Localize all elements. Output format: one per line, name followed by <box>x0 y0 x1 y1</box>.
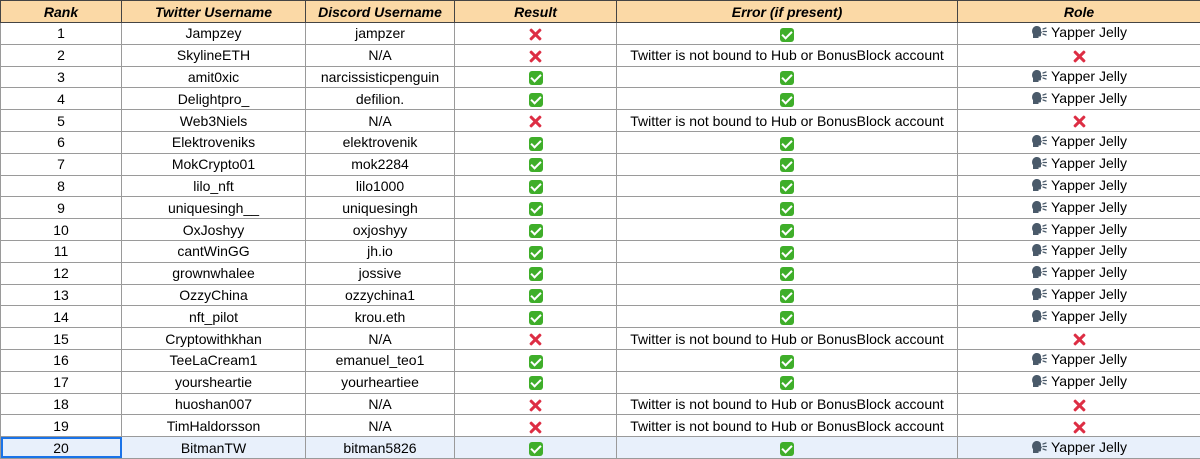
check-mark-button-icon <box>780 289 794 303</box>
twitter-username-value: Cryptowithkhan <box>165 331 262 347</box>
rank-value: 7 <box>57 156 65 172</box>
speaking-head-icon <box>1031 243 1047 257</box>
discord-username-value: N/A <box>368 331 391 347</box>
cell-error[interactable] <box>617 371 958 393</box>
cross-mark-icon <box>529 50 542 63</box>
header-row <box>1 1 1200 23</box>
table-row <box>1 131 1200 153</box>
cell-twitter-username[interactable] <box>122 306 306 328</box>
cell-role[interactable] <box>958 153 1200 175</box>
cell-twitter-username[interactable] <box>122 131 306 153</box>
twitter-username-value: amit0xic <box>188 69 239 85</box>
table-row <box>1 44 1200 66</box>
cell-discord-username[interactable] <box>306 197 455 219</box>
table-row <box>1 415 1200 437</box>
error-message: Twitter is not bound to Hub or BonusBlock account <box>630 396 944 412</box>
table-row <box>1 240 1200 262</box>
speaking-head-icon <box>1031 69 1047 83</box>
header-result[interactable]: Result <box>455 1 617 23</box>
rank-value: 19 <box>53 418 69 434</box>
role-label <box>1031 68 1127 84</box>
header-error[interactable]: Error (if present) <box>617 1 958 23</box>
cell-twitter-username[interactable] <box>122 153 306 175</box>
cell-twitter-username[interactable] <box>122 219 306 241</box>
cell-twitter-username[interactable] <box>122 240 306 262</box>
cell-twitter-username[interactable] <box>122 284 306 306</box>
check-mark-button-icon <box>780 137 794 151</box>
check-mark-button-icon <box>529 71 543 85</box>
cell-error[interactable] <box>617 415 958 437</box>
speaking-head-icon <box>1031 222 1047 236</box>
check-mark-button-icon <box>529 355 543 369</box>
cell-error[interactable] <box>617 88 958 110</box>
cell-rank[interactable] <box>1 88 122 110</box>
cell-result[interactable] <box>455 44 617 66</box>
cell-result[interactable] <box>455 23 617 45</box>
cell-discord-username[interactable] <box>306 131 455 153</box>
speaking-head-icon <box>1031 156 1047 170</box>
cell-result[interactable] <box>455 240 617 262</box>
table-row <box>1 306 1200 328</box>
cell-result[interactable] <box>455 328 617 350</box>
twitter-username-value: Web3Niels <box>180 113 247 129</box>
cell-role[interactable] <box>958 44 1200 66</box>
rank-value: 6 <box>57 134 65 150</box>
cell-role[interactable] <box>958 88 1200 110</box>
role-name: Yapper Jelly <box>1051 264 1127 280</box>
cell-rank[interactable] <box>1 393 122 415</box>
speaking-head-icon <box>1031 134 1047 148</box>
cell-twitter-username[interactable] <box>122 23 306 45</box>
check-mark-button-icon <box>780 311 794 325</box>
cross-mark-icon <box>529 333 542 346</box>
rank-value: 5 <box>57 113 65 129</box>
table-row <box>1 328 1200 350</box>
role-name: Yapper Jelly <box>1051 351 1127 367</box>
discord-username-value: uniquesingh <box>342 200 418 216</box>
speaking-head-icon <box>1031 265 1047 279</box>
discord-username-value: emanuel_teo1 <box>336 352 425 368</box>
cell-error[interactable] <box>617 153 958 175</box>
twitter-username-value: OxJoshyy <box>183 222 244 238</box>
role-label <box>1031 199 1127 215</box>
cell-role[interactable] <box>958 306 1200 328</box>
discord-username-value: defilion. <box>356 91 404 107</box>
cell-role[interactable] <box>958 23 1200 45</box>
cell-role[interactable] <box>958 328 1200 350</box>
cell-discord-username[interactable] <box>306 328 455 350</box>
cell-rank[interactable] <box>1 306 122 328</box>
check-mark-button-icon <box>780 28 794 42</box>
header-twitter-username[interactable]: Twitter Username <box>122 1 306 23</box>
table-row <box>1 371 1200 393</box>
twitter-username-value: Elektroveniks <box>172 134 255 150</box>
table-row <box>1 197 1200 219</box>
cross-mark-icon <box>1073 333 1086 346</box>
rank-value: 12 <box>53 265 69 281</box>
cell-discord-username[interactable] <box>306 153 455 175</box>
check-mark-button-icon <box>529 376 543 390</box>
role-name: Yapper Jelly <box>1051 373 1127 389</box>
cell-result[interactable] <box>455 110 617 132</box>
cell-error[interactable] <box>617 66 958 88</box>
error-message: Twitter is not bound to Hub or BonusBlock account <box>630 331 944 347</box>
twitter-username-value: yoursheartie <box>175 374 252 390</box>
twitter-username-value: nft_pilot <box>189 309 238 325</box>
cell-discord-username[interactable] <box>306 393 455 415</box>
cell-rank[interactable] <box>1 219 122 241</box>
check-mark-button-icon <box>529 180 543 194</box>
speaking-head-icon <box>1031 287 1047 301</box>
cell-rank[interactable] <box>1 437 122 459</box>
speaking-head-icon <box>1031 352 1047 366</box>
cell-rank[interactable] <box>1 349 122 371</box>
rank-value: 20 <box>53 440 69 456</box>
cell-rank[interactable] <box>1 415 122 437</box>
cell-rank[interactable] <box>1 153 122 175</box>
cell-error[interactable] <box>617 328 958 350</box>
cell-result[interactable] <box>455 153 617 175</box>
role-label <box>1031 177 1127 193</box>
rank-value: 14 <box>53 309 69 325</box>
cell-discord-username[interactable] <box>306 349 455 371</box>
cell-result[interactable] <box>455 197 617 219</box>
discord-username-value: narcissisticpenguin <box>321 69 439 85</box>
cell-error[interactable] <box>617 284 958 306</box>
discord-username-value: lilo1000 <box>356 178 404 194</box>
check-mark-button-icon <box>780 224 794 238</box>
cell-twitter-username[interactable] <box>122 44 306 66</box>
check-mark-button-icon <box>529 442 543 456</box>
cell-rank[interactable] <box>1 110 122 132</box>
cell-rank[interactable] <box>1 371 122 393</box>
check-mark-button-icon <box>780 93 794 107</box>
check-mark-button-icon <box>780 355 794 369</box>
cell-discord-username[interactable] <box>306 88 455 110</box>
rank-value: 18 <box>53 396 69 412</box>
discord-username-value: N/A <box>368 396 391 412</box>
cell-discord-username[interactable] <box>306 284 455 306</box>
table-row <box>1 393 1200 415</box>
discord-username-value: jossive <box>359 265 402 281</box>
twitter-username-value: grownwhalee <box>172 265 255 281</box>
cell-twitter-username[interactable] <box>122 349 306 371</box>
cell-result[interactable] <box>455 306 617 328</box>
role-name: Yapper Jelly <box>1051 439 1127 455</box>
role-label <box>1031 373 1127 389</box>
cell-result[interactable] <box>455 88 617 110</box>
cell-rank[interactable] <box>1 23 122 45</box>
cell-result[interactable] <box>455 437 617 459</box>
rank-value: 11 <box>54 243 69 259</box>
cell-discord-username[interactable] <box>306 415 455 437</box>
check-mark-button-icon <box>780 180 794 194</box>
cross-mark-icon <box>529 421 542 434</box>
role-label <box>1031 90 1127 106</box>
twitter-username-value: SkylineETH <box>177 47 250 63</box>
cell-discord-username[interactable] <box>306 110 455 132</box>
discord-username-value: N/A <box>368 47 391 63</box>
rank-value: 17 <box>53 374 69 390</box>
cell-rank[interactable] <box>1 175 122 197</box>
table-body <box>1 23 1200 459</box>
role-label <box>1031 439 1127 455</box>
cell-role[interactable] <box>958 66 1200 88</box>
cell-result[interactable] <box>455 371 617 393</box>
cell-twitter-username[interactable] <box>122 88 306 110</box>
cell-twitter-username[interactable] <box>122 393 306 415</box>
cell-twitter-username[interactable] <box>122 262 306 284</box>
cell-rank[interactable] <box>1 131 122 153</box>
discord-username-value: yourheartiee <box>341 374 419 390</box>
table-row <box>1 262 1200 284</box>
rank-value: 13 <box>53 287 69 303</box>
cell-result[interactable] <box>455 66 617 88</box>
cell-error[interactable] <box>617 110 958 132</box>
rank-value: 9 <box>57 200 65 216</box>
table-row <box>1 23 1200 45</box>
cell-error[interactable] <box>617 393 958 415</box>
header-role[interactable]: Role <box>958 1 1200 23</box>
speaking-head-icon <box>1031 178 1047 192</box>
speaking-head-icon <box>1031 309 1047 323</box>
check-mark-button-icon <box>529 93 543 107</box>
cell-rank[interactable] <box>1 197 122 219</box>
role-label <box>1031 308 1127 324</box>
twitter-username-value: Jampzey <box>185 25 241 41</box>
check-mark-button-icon <box>529 246 543 260</box>
rank-value: 2 <box>57 47 65 63</box>
table-row <box>1 284 1200 306</box>
cell-error[interactable] <box>617 23 958 45</box>
discord-username-value: ozzychina1 <box>345 287 415 303</box>
rank-value: 4 <box>57 91 65 107</box>
cell-twitter-username[interactable] <box>122 328 306 350</box>
cell-rank[interactable] <box>1 66 122 88</box>
cell-role[interactable] <box>958 262 1200 284</box>
role-name: Yapper Jelly <box>1051 286 1127 302</box>
cell-result[interactable] <box>455 131 617 153</box>
speaking-head-icon <box>1031 440 1047 454</box>
role-label <box>1031 286 1127 302</box>
check-mark-button-icon <box>780 71 794 85</box>
cross-mark-icon <box>1073 50 1086 63</box>
cell-discord-username[interactable] <box>306 175 455 197</box>
twitter-username-value: uniquesingh__ <box>168 200 259 216</box>
role-label <box>1031 221 1127 237</box>
cell-result[interactable] <box>455 284 617 306</box>
check-mark-button-icon <box>529 137 543 151</box>
role-name: Yapper Jelly <box>1051 221 1127 237</box>
cell-rank[interactable] <box>1 328 122 350</box>
table-row <box>1 66 1200 88</box>
cell-rank[interactable] <box>1 284 122 306</box>
cell-discord-username[interactable] <box>306 371 455 393</box>
discord-username-value: N/A <box>368 418 391 434</box>
discord-username-value: N/A <box>368 113 391 129</box>
role-label <box>1031 264 1127 280</box>
cell-error[interactable] <box>617 197 958 219</box>
cell-error[interactable] <box>617 240 958 262</box>
table-row <box>1 110 1200 132</box>
cell-error[interactable] <box>617 131 958 153</box>
check-mark-button-icon <box>529 267 543 281</box>
twitter-username-value: BitmanTW <box>181 440 246 456</box>
check-mark-button-icon <box>780 202 794 216</box>
cell-error[interactable] <box>617 219 958 241</box>
twitter-username-value: TimHaldorsson <box>167 418 261 434</box>
error-message: Twitter is not bound to Hub or BonusBlock account <box>630 47 944 63</box>
cell-role[interactable] <box>958 219 1200 241</box>
cell-twitter-username[interactable] <box>122 110 306 132</box>
cell-result[interactable] <box>455 349 617 371</box>
cell-error[interactable] <box>617 437 958 459</box>
cross-mark-icon <box>1073 399 1086 412</box>
cell-error[interactable] <box>617 349 958 371</box>
check-mark-button-icon <box>780 442 794 456</box>
check-mark-button-icon <box>529 224 543 238</box>
cell-result[interactable] <box>455 219 617 241</box>
speaking-head-icon <box>1031 91 1047 105</box>
cell-role[interactable] <box>958 349 1200 371</box>
cell-twitter-username[interactable] <box>122 197 306 219</box>
discord-username-value: jampzer <box>355 25 405 41</box>
error-message: Twitter is not bound to Hub or BonusBlock account <box>630 418 944 434</box>
twitter-username-value: OzzyChina <box>179 287 247 303</box>
cell-twitter-username[interactable] <box>122 415 306 437</box>
error-message: Twitter is not bound to Hub or BonusBlock account <box>630 113 944 129</box>
check-mark-button-icon <box>529 158 543 172</box>
cell-rank[interactable] <box>1 44 122 66</box>
table-row <box>1 153 1200 175</box>
discord-username-value: elektrovenik <box>343 134 418 150</box>
check-mark-button-icon <box>780 376 794 390</box>
table-row <box>1 437 1200 459</box>
twitter-username-value: TeeLaCream1 <box>170 352 258 368</box>
cell-error[interactable] <box>617 262 958 284</box>
rank-value: 10 <box>53 222 69 238</box>
role-name: Yapper Jelly <box>1051 177 1127 193</box>
twitter-username-value: Delightpro_ <box>178 91 250 107</box>
cell-discord-username[interactable] <box>306 240 455 262</box>
role-name: Yapper Jelly <box>1051 90 1127 106</box>
cell-discord-username[interactable] <box>306 306 455 328</box>
rank-value: 1 <box>57 25 65 41</box>
cell-error[interactable] <box>617 44 958 66</box>
check-mark-button-icon <box>780 246 794 260</box>
cross-mark-icon <box>1073 421 1086 434</box>
role-name: Yapper Jelly <box>1051 155 1127 171</box>
discord-username-value: bitman5826 <box>343 440 416 456</box>
cell-discord-username[interactable] <box>306 44 455 66</box>
cell-discord-username[interactable] <box>306 66 455 88</box>
cell-error[interactable] <box>617 306 958 328</box>
speaking-head-icon <box>1031 374 1047 388</box>
cell-role[interactable] <box>958 175 1200 197</box>
role-name: Yapper Jelly <box>1051 24 1127 40</box>
role-name: Yapper Jelly <box>1051 308 1127 324</box>
cell-role[interactable] <box>958 131 1200 153</box>
check-mark-button-icon <box>780 158 794 172</box>
discord-username-value: jh.io <box>367 243 393 259</box>
table-row <box>1 219 1200 241</box>
role-label <box>1031 351 1127 367</box>
table-row <box>1 349 1200 371</box>
cell-discord-username[interactable] <box>306 262 455 284</box>
table-row <box>1 88 1200 110</box>
table-row <box>1 175 1200 197</box>
role-label <box>1031 24 1127 40</box>
rank-value: 8 <box>57 178 65 194</box>
cell-role[interactable] <box>958 371 1200 393</box>
twitter-username-value: lilo_nft <box>193 178 233 194</box>
twitter-username-value: cantWinGG <box>177 243 249 259</box>
cell-error[interactable] <box>617 175 958 197</box>
cell-role[interactable] <box>958 197 1200 219</box>
twitter-username-value: huoshan007 <box>175 396 252 412</box>
discord-username-value: mok2284 <box>351 156 409 172</box>
role-label <box>1031 242 1127 258</box>
cell-role[interactable] <box>958 415 1200 437</box>
cell-result[interactable] <box>455 175 617 197</box>
cell-discord-username[interactable] <box>306 437 455 459</box>
cell-result[interactable] <box>455 262 617 284</box>
cell-twitter-username[interactable] <box>122 371 306 393</box>
rank-value: 3 <box>57 69 65 85</box>
cell-role[interactable] <box>958 284 1200 306</box>
cell-result[interactable] <box>455 393 617 415</box>
cross-mark-icon <box>529 115 542 128</box>
role-name: Yapper Jelly <box>1051 242 1127 258</box>
cell-discord-username[interactable] <box>306 23 455 45</box>
role-name: Yapper Jelly <box>1051 199 1127 215</box>
cross-mark-icon <box>529 399 542 412</box>
check-mark-button-icon <box>780 267 794 281</box>
cell-rank[interactable] <box>1 262 122 284</box>
cell-twitter-username[interactable] <box>122 175 306 197</box>
check-mark-button-icon <box>529 311 543 325</box>
cell-twitter-username[interactable] <box>122 66 306 88</box>
speaking-head-icon <box>1031 200 1047 214</box>
discord-username-value: oxjoshyy <box>353 222 407 238</box>
discord-username-value: krou.eth <box>355 309 406 325</box>
role-label <box>1031 155 1127 171</box>
header-discord-username[interactable]: Discord Username <box>306 1 455 23</box>
cross-mark-icon <box>529 28 542 41</box>
twitter-username-value: MokCrypto01 <box>172 156 255 172</box>
cell-discord-username[interactable] <box>306 219 455 241</box>
rank-value: 15 <box>53 331 69 347</box>
check-mark-button-icon <box>529 202 543 216</box>
role-label <box>1031 133 1127 149</box>
cell-twitter-username[interactable] <box>122 437 306 459</box>
header-rank[interactable]: Rank <box>1 1 122 23</box>
speaking-head-icon <box>1031 25 1047 39</box>
cell-role[interactable] <box>958 437 1200 459</box>
check-mark-button-icon <box>529 289 543 303</box>
cell-role[interactable] <box>958 240 1200 262</box>
cell-role[interactable] <box>958 393 1200 415</box>
cell-rank[interactable] <box>1 240 122 262</box>
cell-result[interactable] <box>455 415 617 437</box>
cross-mark-icon <box>1073 115 1086 128</box>
rank-value: 16 <box>53 352 69 368</box>
cell-role[interactable] <box>958 110 1200 132</box>
role-name: Yapper Jelly <box>1051 133 1127 149</box>
role-name: Yapper Jelly <box>1051 68 1127 84</box>
